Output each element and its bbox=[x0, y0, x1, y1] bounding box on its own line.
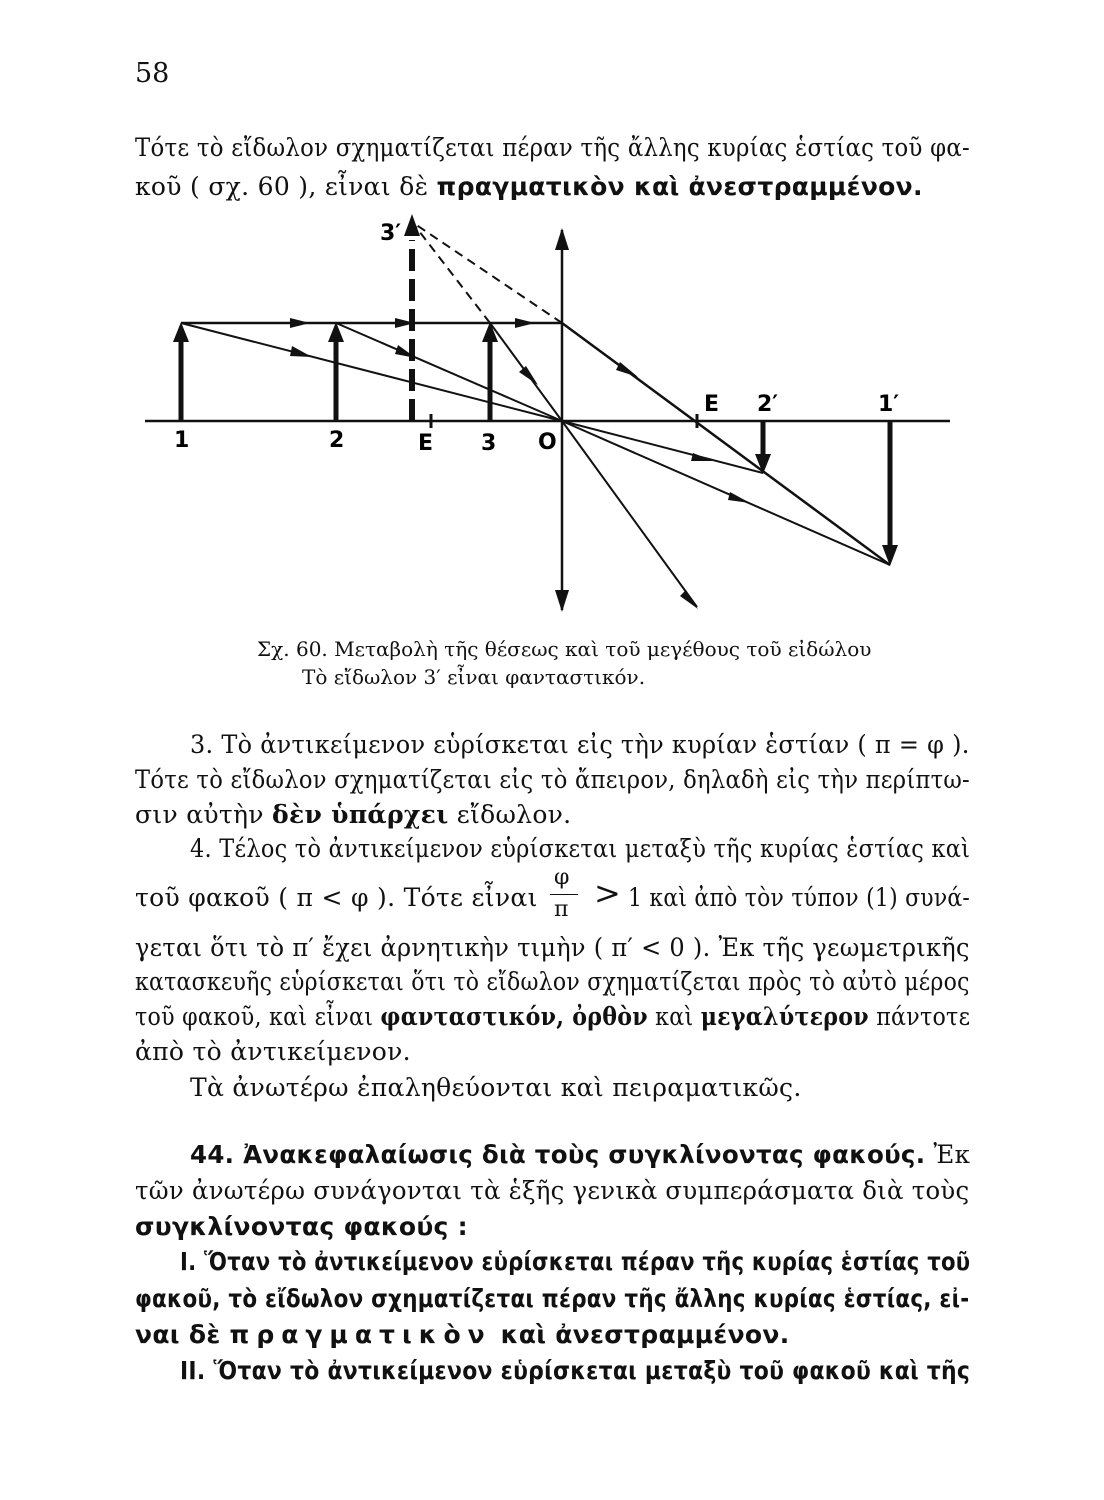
rule1-line2: φακοῦ, τὸ εἴδωλον σχηματίζεται πέραν τῆς ἄλλης κυρίας ἑστίας, εἰ- bbox=[135, 1284, 970, 1313]
section44-heading: 44. Ἀνακεφαλαίωσις διὰ τοὺς συγκλίνοντας φακούς. bbox=[190, 1140, 926, 1169]
greater-than-sign: > bbox=[594, 874, 621, 912]
fraction-denominator: π bbox=[554, 897, 569, 922]
item4-line5 bbox=[135, 1002, 970, 1031]
item4-line2-pre: τοῦ φακοῦ ( π < φ ). Τότε εἶναι bbox=[135, 883, 538, 912]
page-number: 58 bbox=[135, 58, 170, 89]
refracted-ray bbox=[562, 323, 890, 565]
item3-line3-bold: δὲν ὑπάρχει bbox=[272, 800, 449, 829]
label-O: O bbox=[538, 430, 557, 455]
item4-line3: γεται ὅτι τὸ π′ ἔχει ἀρνητικὴν τιμὴν ( π′ < 0 ). Ἐκ τῆς γεωμετρικῆς bbox=[135, 933, 970, 962]
virtual-image-3prime-head bbox=[404, 214, 420, 236]
label-2: 2 bbox=[329, 428, 345, 453]
fraction-numerator: φ bbox=[554, 865, 570, 890]
figure-caption-line2: Τὸ εἴδωλον 3′ εἶναι φανταστικόν. bbox=[302, 665, 646, 689]
item3-line1: 3. Τὸ ἀντικείμενον εὑρίσκεται εἰς τὴν κυρίαν ἑστίαν ( π = φ ). bbox=[190, 730, 970, 759]
virtual-ext-2 bbox=[412, 222, 490, 323]
rule1-line3-spaced: πραγματικὸν bbox=[229, 1320, 492, 1349]
item4-line4: κατασκευῆς εὑρίσκεται ὅτι τὸ εἴδωλον σχηματίζεται πρὸς τὸ αὐτὸ μέρος bbox=[135, 967, 970, 996]
item4-line6: ἀπὸ τὸ ἀντικείμενον. bbox=[135, 1037, 411, 1066]
label-1: 1 bbox=[174, 428, 190, 453]
lens-diagram bbox=[0, 0, 1104, 700]
ray-3-out bbox=[562, 421, 697, 607]
label-3prime: 3′ bbox=[380, 221, 402, 246]
item4-line5-mid: καὶ bbox=[647, 1002, 701, 1031]
section44-line2: τῶν ἀνωτέρω συνάγονται τὰ ἑξῆς γενικὰ συμπεράσματα διὰ τοὺς bbox=[135, 1176, 970, 1205]
item3-line3-pre: σιν αὐτὴν bbox=[135, 800, 273, 829]
rule2-line1: ΙΙ. Ὅταν τὸ ἀντικείμενον εὑρίσκεται μεταξὺ τοῦ φακοῦ καὶ τῆς bbox=[180, 1356, 971, 1385]
item4-line5-post: πάντοτε bbox=[868, 1002, 971, 1031]
label-2prime: 2′ bbox=[757, 392, 779, 417]
label-E-right: E bbox=[704, 392, 720, 417]
rule1-line1: Ι. Ὅταν τὸ ἀντικείμενον εὑρίσκεται πέραν τῆς κυρίας ἑστίας τοῦ bbox=[180, 1247, 971, 1276]
item4-line5-pre: τοῦ φακοῦ, καὶ εἶναι bbox=[135, 1002, 381, 1031]
section44-line3: συγκλίνοντας φακούς : bbox=[135, 1212, 468, 1241]
section44-line1 bbox=[190, 1140, 970, 1169]
item4-line7: Τὰ ἀνωτέρω ἐπαληθεύονται καὶ πειραματικῶς. bbox=[190, 1073, 802, 1102]
fraction-bar bbox=[550, 894, 578, 895]
rule1-line3 bbox=[135, 1320, 790, 1349]
item4-line5-bold1: φανταστικόν, ὀρθὸν bbox=[380, 1002, 648, 1031]
item4-line5-bold2: μεγαλύτερον bbox=[700, 1002, 869, 1031]
label-3: 3 bbox=[481, 431, 497, 456]
figure-caption-line1: Σχ. 60. Μεταβολὴ τῆς θέσεως καὶ τοῦ μεγέθους τοῦ εἰδώλου bbox=[257, 637, 872, 661]
para1-line1: Τότε τὸ εἴδωλον σχηματίζεται πέραν τῆς ἄλλης κυρίας ἑστίας τοῦ φα- bbox=[135, 133, 970, 162]
label-E-left: E bbox=[418, 431, 434, 456]
item4-line1: 4. Τέλος τὸ ἀντικείμενον εὑρίσκεται μεταξὺ τῆς κυρίας ἑστίας καὶ bbox=[190, 834, 971, 863]
item4-line2-post: 1 καὶ ἀπὸ τὸν τύπον (1) συνά- bbox=[628, 883, 971, 912]
label-1prime: 1′ bbox=[878, 392, 900, 417]
rule1-line3-post: καὶ ἀνεστραμμένον. bbox=[491, 1320, 790, 1349]
section44-line1-post: Ἐκ bbox=[925, 1140, 971, 1169]
para1-line2-text: κοῦ ( σχ. 60 ), εἶναι δὲ bbox=[135, 172, 437, 201]
item3-line3-post: εἴδωλον. bbox=[448, 800, 572, 829]
lens-top-arrow bbox=[555, 228, 569, 250]
para1-line2-bold: πραγματικὸν καὶ ἀνεστραμμένον. bbox=[436, 172, 923, 201]
item3-line3 bbox=[135, 800, 571, 829]
rule1-line3-pre: ναι δὲ bbox=[135, 1320, 230, 1349]
item3-line2: Τότε τὸ εἴδωλον σχηματίζεται εἰς τὸ ἄπειρον, δηλαδὴ εἰς τὴν περίπτω- bbox=[135, 765, 970, 794]
lens-bottom-arrow bbox=[555, 590, 569, 612]
virtual-ext-1 bbox=[412, 222, 562, 323]
